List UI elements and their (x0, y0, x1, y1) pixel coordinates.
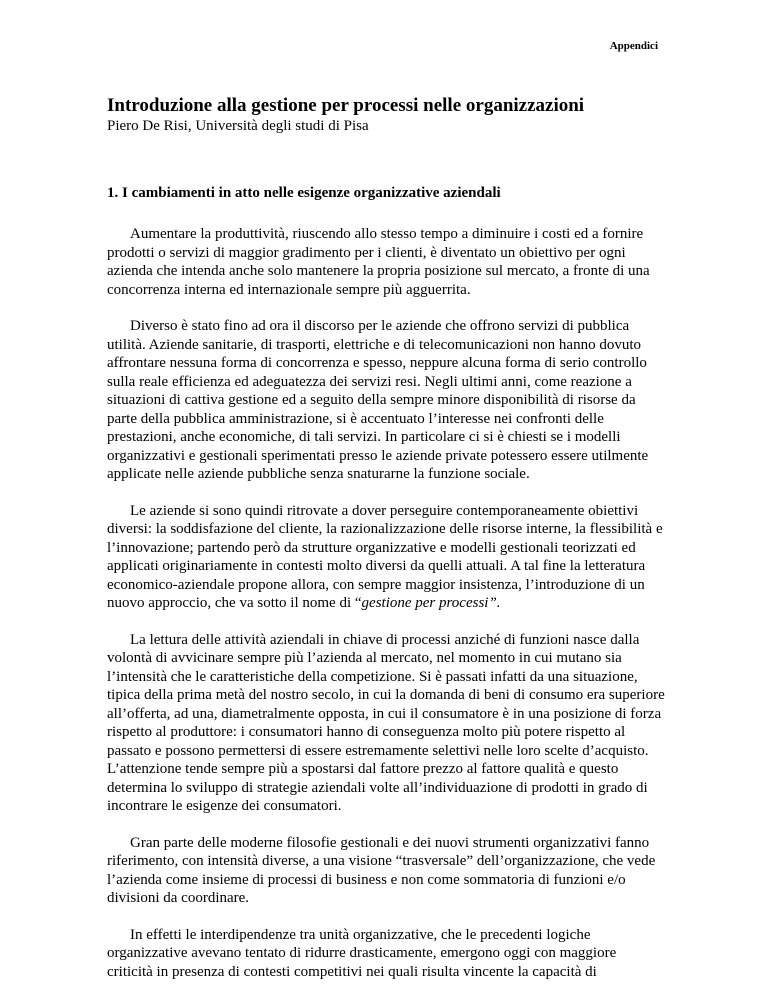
section-body (107, 225, 665, 999)
paragraph: La lettura delle attività aziendali in chiave di processi anziché di funzioni nasce dalla volontà di avvicinare sempre più l’azienda al mercato, nel momento in cui mutano sia l’intensità che le caratteristiche della competizione. Si è passati infatti da una situazione, tipica della prima metà del nostro secolo, in cui la domanda di beni di consumo era superiore all’offerta, ad una, diametralmente opposta, in cui il consumatore è in una posizione di forza rispetto al produttore: i consumatori hanno di conseguenza molto più potere rispetto al passato e possono permettersi di essere estremamente selettivi nelle loro scelte d’acquisto. L’attenzione tende sempre più a spostarsi dal fattore prezzo al fattore qualità e questo determina lo sviluppo di strategie aziendali volte all’individuazione di prodotti in grado di incontrare le esigenze dei consumatori. (107, 631, 665, 814)
emphasized-term: gestione per processi”. (361, 595, 501, 611)
paragraph: In effetti le interdipendenze tra unità organizzative, che le precedenti logiche organizzative avevano tentato di ridurre drasticamente, emergono oggi con maggiore criticità in presenza di contesti competitivi nei quali risulta vincente la capacità di (107, 926, 617, 980)
paragraph-text: Le aziende si sono quindi ritrovate a dover perseguire contemporaneamente obiettivi diversi: la soddisfazione del cliente, la razionalizzazione delle risorse interne, la flessibilità e l’innovazione; partendo però da strutture organizzative e modelli gestionali teorizzati ed applicati originariamente in contesti molto diversi da quelli attuali. A tal fine la letteratura economico-aziendale propone allora, con sempre maggior insistenza, l’introduzione di un nuovo approccio, che va sotto il nome di “ (107, 502, 663, 611)
title-block (107, 95, 667, 135)
paragraph: Aumentare la produttività, riuscendo allo stesso tempo a diminuire i costi ed a fornire prodotti o servizi di maggior gradimento per i clienti, è diventato un obiettivo per ogni azienda che intenda anche solo mantenere la propria posizione sul mercato, a fronte di una concorrenza interna ed internazionale sempre più agguerrita. (107, 226, 650, 298)
document-title: Introduzione alla gestione per processi nelle organizzazioni (107, 95, 585, 116)
paragraph-with-emphasis (107, 502, 665, 613)
paragraph: Gran parte delle moderne filosofie gestionali e dei nuovi strumenti organizzativi fanno riferimento, con intensità diverse, a una visione “trasversale” dell’organizzazione, che vede l’azienda come insieme di processi di business e non come sommatoria di funzioni e/o divisioni da coordinare. (107, 834, 656, 906)
section-heading: 1. I cambiamenti in atto nelle esigenze organizzative aziendali (107, 185, 501, 201)
running-header: Appendici (609, 40, 658, 52)
document-author: Piero De Risi, Università degli studi di Pisa (107, 118, 369, 134)
paragraph: Diverso è stato fino ad ora il discorso per le aziende che offrono servizi di pubblica utilità. Aziende sanitarie, di trasporti, elettriche e di telecomunicazioni non hanno dovuto affrontare nessuna forma di concorrenza e spesso, neppure alcuna forma di serio controllo sulla reale efficienza ed adeguatezza dei servizi resi. Negli ultimi anni, come reazione a situazioni di cattiva gestione ed a seguito della sempre minore disponibilità di risorse da parte della pubblica amministrazione, si è accentuato l’interesse nei confronti delle prestazioni, anche economiche, di tali servizi. In particolare ci si è chiesti se i modelli organizzativi e gestionali sperimentati presso le aziende private potessero essere utilmente applicate nelle aziende pubbliche senza snaturarne la funzione sociale. (107, 318, 649, 482)
